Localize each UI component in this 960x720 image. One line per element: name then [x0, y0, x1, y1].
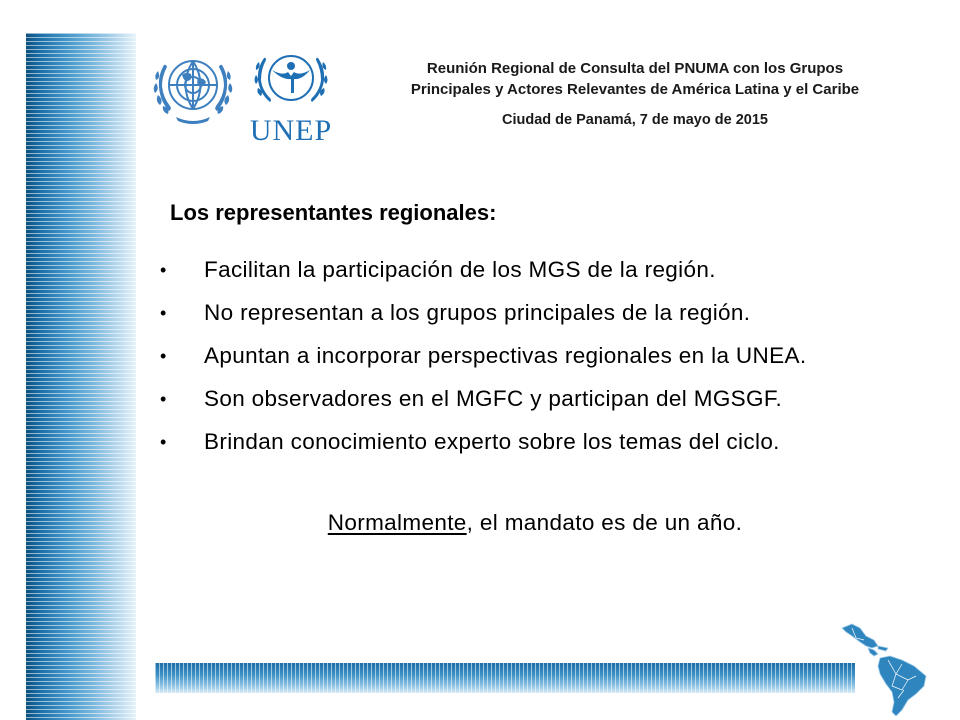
bullet-icon: • — [160, 432, 167, 452]
list-item — [158, 297, 918, 340]
bottom-striped-bar — [155, 663, 855, 693]
closing-rest: , el mandato es de un año. — [466, 510, 743, 535]
bullet-text: Brindan conocimiento experto sobre los temas del ciclo. — [204, 429, 780, 454]
bullet-text: Son observadores en el MGFC y participan del MGSGF. — [204, 386, 783, 411]
closing-statement — [170, 507, 900, 539]
bullet-text: No representan a los grupos principales de la región. — [204, 300, 751, 325]
section-heading: Los representantes regionales: — [170, 200, 497, 225]
conference-title-line1: Reunión Regional de Consulta del PNUMA con los Grupos — [426, 60, 844, 77]
list-item — [158, 340, 918, 383]
list-item — [158, 383, 918, 426]
un-emblem-icon — [146, 45, 240, 129]
list-item — [158, 426, 918, 469]
bullet-text: Facilitan la participación de los MGS de la región. — [204, 257, 716, 282]
left-striped-bar — [26, 33, 136, 720]
bullet-icon: • — [160, 346, 167, 366]
bullet-icon: • — [160, 303, 167, 323]
conference-date-place: Ciudad de Panamá, 7 de mayo de 2015 — [502, 112, 768, 128]
bullet-list — [158, 254, 918, 469]
list-item — [158, 254, 918, 297]
latin-america-map-icon — [838, 622, 934, 720]
unep-logo-icon — [242, 44, 340, 144]
conference-title-line2: Principales y Actores Relevantes de América Latina y el Caribe — [410, 81, 860, 98]
unep-logo-text: UNEP — [249, 114, 333, 144]
bullet-icon: • — [160, 389, 167, 409]
conference-title — [370, 58, 900, 100]
closing-emphasis: Normalmente — [327, 510, 467, 535]
bullet-icon: • — [160, 260, 167, 280]
bullet-text: Apuntan a incorporar perspectivas regionales en la UNEA. — [204, 343, 807, 368]
